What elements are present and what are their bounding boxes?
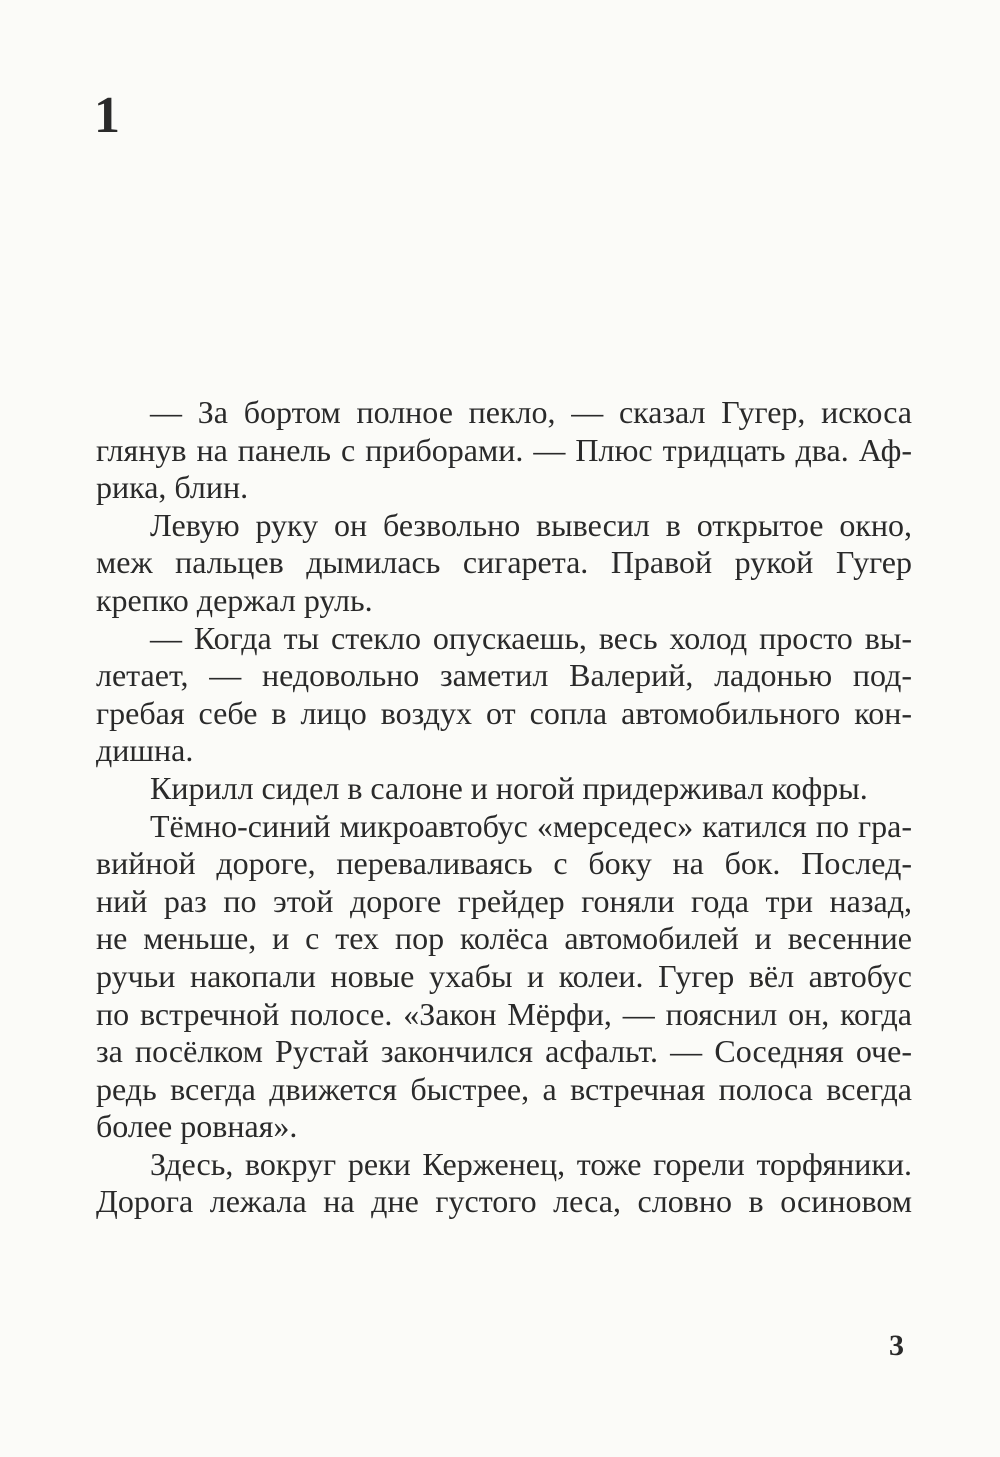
text-line: крепко держал руль. (96, 581, 373, 618)
body-text (96, 394, 912, 1221)
text-line: вийной дороге, переваливаясь с боку на бок. Послед- (96, 845, 912, 882)
text-line: более ровная». (96, 1108, 298, 1145)
paragraph (96, 770, 912, 808)
paragraph (96, 1146, 912, 1221)
text-line: Дорога лежала на дне густого леса, словно в осиновом (96, 1183, 912, 1220)
text-line: ручьи накопали новые ухабы и колеи. Гугер вёл автобус (96, 957, 912, 994)
text-line: ний раз по этой дороге грейдер гоняли года три назад, (96, 882, 912, 919)
chapter-number: 1 (94, 87, 120, 144)
text-line: гребая себе в лицо воздух от сопла автомобильного кон- (96, 694, 912, 731)
page-number: 3 (889, 1329, 904, 1362)
text-line: Левую руку он безвольно вывесил в открытое окно, (150, 506, 912, 543)
text-line: — За бортом полное пекло, — сказал Гугер, искоса (150, 394, 912, 430)
text-line: летает, — недовольно заметил Валерий, ладонью под- (96, 657, 912, 694)
text-line: за посёлком Рустай закончился асфальт. — Соседняя оче- (96, 1033, 912, 1070)
paragraph (96, 394, 912, 507)
text-line: глянув на панель с приборами. — Плюс тридцать два. Аф- (96, 431, 912, 468)
text-line: не меньше, и с тех пор колёса автомобилей и весенние (96, 920, 912, 957)
text-line: Здесь, вокруг реки Керженец, тоже горели торфяники. (150, 1145, 912, 1182)
text-line: рика, блин. (96, 469, 249, 506)
paragraph (96, 808, 912, 1146)
text-line: — Когда ты стекло опускаешь, весь холод просто вы- (150, 619, 912, 656)
text-line: дишна. (96, 732, 194, 769)
text-line: по встречной полосе. «Закон Мёрфи, — пояснил он, когда (96, 995, 912, 1032)
text-line: Кирилл сидел в салоне и ногой придерживал кофры. (150, 769, 868, 806)
paragraph (96, 620, 912, 770)
text-line: меж пальцев дымилась сигарета. Правой рукой Гугер (96, 544, 912, 581)
text-line: редь всегда движется быстрее, а встречная полоса всегда (96, 1070, 912, 1107)
text-line: Тёмно-синий микроавтобус «мерседес» катился по гра- (150, 807, 912, 844)
paragraph (96, 507, 912, 620)
